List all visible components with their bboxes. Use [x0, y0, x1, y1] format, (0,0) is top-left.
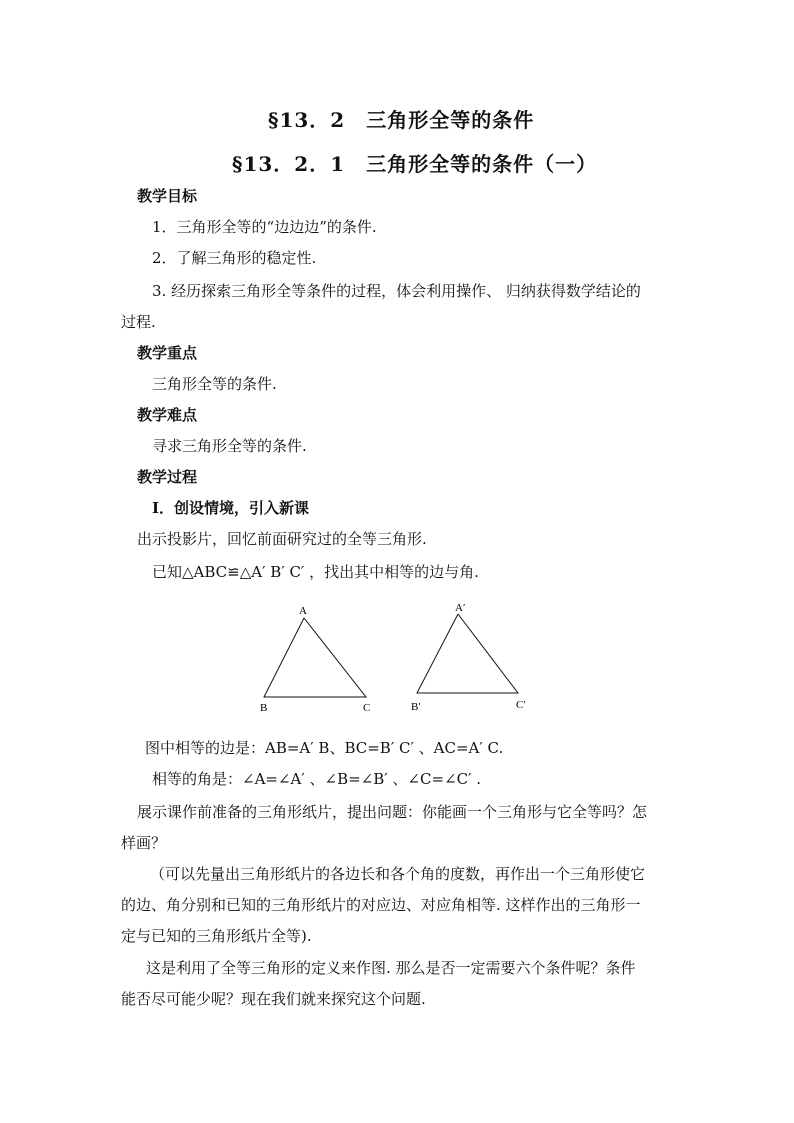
paragraph-6-line-1: （可以先量出三角形纸片的各边长和各个角的度数，再作出一个三角形使它 [150, 865, 646, 883]
difficulty-text: 寻求三角形全等的条件. [152, 437, 307, 455]
section-title: §13．2 三角形全等的条件 [268, 108, 535, 132]
paragraph-6-line-3: 定与已知的三角形纸片全等). [121, 927, 312, 945]
difficulty-heading: 教学难点 [137, 406, 198, 424]
goal-3-line-2: 过程. [121, 313, 156, 331]
goal-2: 2．了解三角形的稳定性. [152, 249, 317, 267]
paragraph-5-line-2: 样画？ [121, 834, 167, 852]
paragraph-2: 已知△ABC≌△A′ B′ C′ ，找出其中相等的边与角. [152, 563, 479, 581]
label-c: C [363, 702, 371, 714]
goals-heading: 教学目标 [137, 187, 198, 205]
label-b: B [260, 702, 268, 714]
key-points-heading: 教学重点 [137, 344, 198, 362]
paragraph-3: 图中相等的边是：AB=A′ B、BC=B′ C′ 、AC=A′ C. [145, 739, 504, 757]
label-b-prime: B′ [411, 701, 421, 713]
label-a-prime: A′ [455, 602, 466, 614]
triangle-abc [264, 618, 366, 697]
paragraph-7-line-2: 能否尽可能少呢？现在我们就来探究这个问题. [121, 990, 426, 1008]
label-a: A [299, 605, 307, 617]
paragraph-7-line-1: 这是利用了全等三角形的定义来作图. 那么是否一定需要六个条件呢？条件 [146, 959, 636, 977]
paragraph-1: 出示投影片，回忆前面研究过的全等三角形. [137, 530, 427, 548]
goal-1: 1．三角形全等的“边边边”的条件. [152, 218, 377, 236]
label-c-prime: C′ [516, 699, 526, 711]
key-points-text: 三角形全等的条件. [152, 375, 277, 393]
subsection-title: §13．2．1 三角形全等的条件（一） [232, 152, 598, 176]
part-1-heading: Ⅰ．创设情境，引入新课 [152, 499, 310, 517]
paragraph-6-line-2: 的边、角分别和已知的三角形纸片的对应边、对应角相等. 这样作出的三角形一 [121, 896, 641, 914]
paragraph-4: 相等的角是：∠A=∠A′ 、∠B=∠B′ 、∠C=∠C′ . [152, 770, 482, 788]
goal-3-line-1: 3. 经历探索三角形全等条件的过程，体会利用操作、 归纳获得数学结论的 [152, 282, 641, 300]
triangle-a-prime-b-prime-c-prime [417, 614, 518, 693]
process-heading: 教学过程 [137, 468, 198, 486]
paragraph-5-line-1: 展示课作前准备的三角形纸片，提出问题：你能画一个三角形与它全等吗？怎 [137, 803, 648, 821]
